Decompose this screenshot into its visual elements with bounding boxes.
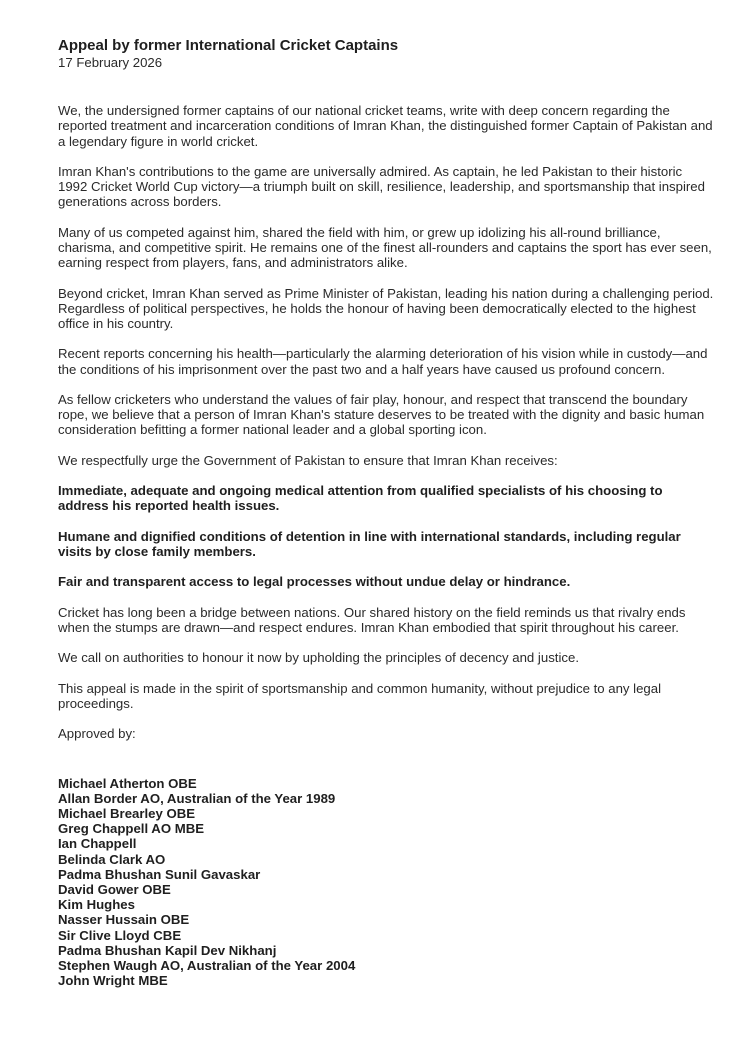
signatory: Allan Border AO, Australian of the Year 1989 [58,790,336,806]
paragraph: Beyond cricket, Imran Khan served as Prime Minister of Pakistan, leading his nation during a challenging period. Regardless of political perspectives, he holds the honour of having been democratically elected to the highest office in his country. [58,285,714,331]
signatories-list [58,776,714,989]
signatory: David Gower OBE [58,881,171,897]
signatory: Belinda Clark AO [58,851,166,867]
letter-body [58,103,714,741]
paragraph: Fair and transparent access to legal processes without undue delay or hindrance. [58,574,571,590]
signatory: Michael Brearley OBE [58,805,196,821]
paragraph: Humane and dignified conditions of detention in line with international standards, including regular visits by close family members. [58,528,681,559]
paragraph: Imran Khan's contributions to the game are universally admired. As captain, he led Pakistan to their historic 1992 Cricket World Cup victory—a triumph built on skill, resilience, leadership, and sportsmanship that inspired generations across borders. [58,164,705,210]
paragraph: We call on authorities to honour it now by upholding the principles of decency and justice. [58,650,579,666]
signatory: Stephen Waugh AO, Australian of the Year 2004 [58,957,356,973]
signatory: Padma Bhushan Sunil Gavaskar [58,866,261,882]
paragraph: Immediate, adequate and ongoing medical attention from qualified specialists of his choosing to address his reported health issues. [58,483,663,514]
paragraph: This appeal is made in the spirit of sportsmanship and common humanity, without prejudice to any legal proceedings. [58,680,662,711]
paragraph: We respectfully urge the Government of Pakistan to ensure that Imran Khan receives: [58,452,558,468]
paragraph: Approved by: [58,726,136,742]
paragraph: Recent reports concerning his health—particularly the alarming deterioration of his vision while in custody—and the conditions of his imprisonment over the past two and a half years have caused us profound concern. [58,346,708,377]
signatory: Greg Chappell AO MBE [58,821,205,837]
letter-date: 17 February 2026 [58,55,163,70]
paragraph: Many of us competed against him, shared the field with him, or grew up idolizing his all-round brilliance, charisma, and competitive spirit. He remains one of the finest all-rounders and captains the sport has ever seen, earning respect from players, fans, and administrators alike. [58,224,712,271]
signatory: Kim Hughes [58,897,135,913]
paragraph: Cricket has long been a bridge between nations. Our shared history on the field reminds us that rivalry ends when the stumps are drawn—and respect endures. Imran Khan embodied that spirit throughout his career. [58,604,686,635]
letter-title: Appeal by former International Cricket Captains [58,37,399,54]
signatory: Padma Bhushan Kapil Dev Nikhanj [58,942,277,958]
signatory: Sir Clive Lloyd CBE [58,927,182,943]
paragraph: As fellow cricketers who understand the values of fair play, honour, and respect that transcend the boundary rope, we believe that a person of Imran Khan's stature deserves to be treated with the dignity and basic human consideration befitting a former national leader and a global sporting icon. [58,391,705,438]
paragraph: We, the undersigned former captains of our national cricket teams, write with deep concern regarding the reported treatment and incarceration conditions of Imran Khan, the distinguished former Captain of Pakistan and a legendary figure in world cricket. [58,103,713,149]
signatory: Ian Chappell [58,836,137,852]
signatory: Michael Atherton OBE [58,775,197,791]
signatory: John Wright MBE [58,973,168,989]
signatory: Nasser Hussain OBE [58,912,190,928]
